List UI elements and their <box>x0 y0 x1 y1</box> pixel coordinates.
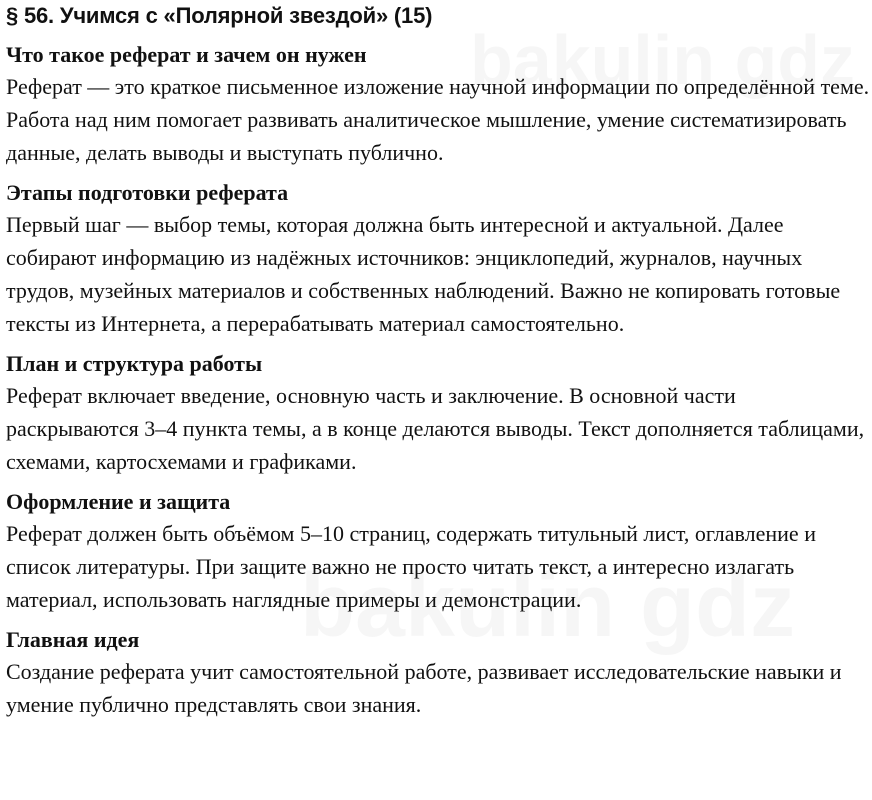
section-heading: Что такое реферат и зачем он нужен <box>6 42 367 67</box>
section-preparation-stages <box>6 178 872 340</box>
section-body: Реферат включает введение, основную часть и заключение. В основной части раскрываются 3–4 пункта темы, а в конце делаются выводы. Текст дополняется таблицами, схемами, картосхемами и графиками. <box>6 383 865 474</box>
document-content <box>6 2 872 721</box>
section-heading: Главная идея <box>6 627 140 652</box>
section-body: Реферат должен быть объёмом 5–10 страниц, содержать титульный лист, оглавление и список литературы. При защите важно не просто читать текст, а интересно излагать материал, использовать наглядные примеры и демонстрации. <box>6 521 816 612</box>
section-what-is-report <box>6 40 872 169</box>
section-body: Первый шаг — выбор темы, которая должна быть интересной и актуальной. Далее собирают информацию из надёжных источников: энциклопедий, журналов, научных трудов, музейных материалов и собственных наблюдений. Важно не копировать готовые тексты из Интернета, а перерабатывать материал самостоятельно. <box>6 212 841 336</box>
section-body: Создание реферата учит самостоятельной работе, развивает исследовательские навыки и умение публично представлять свои знания. <box>6 659 842 717</box>
section-heading: План и структура работы <box>6 351 263 376</box>
page-title: § 56. Учимся с «Полярной звездой» (15) <box>6 3 433 28</box>
section-heading: Оформление и защита <box>6 489 231 514</box>
section-plan-structure <box>6 349 872 478</box>
section-main-idea <box>6 625 872 721</box>
section-body: Реферат — это краткое письменное изложение научной информации по определённой теме. Работа над ним помогает развивать аналитическое мышление, умение систематизировать данные, делать выводы и выступать публично. <box>6 74 870 165</box>
section-formatting-defense <box>6 487 872 616</box>
section-heading: Этапы подготовки реферата <box>6 180 289 205</box>
